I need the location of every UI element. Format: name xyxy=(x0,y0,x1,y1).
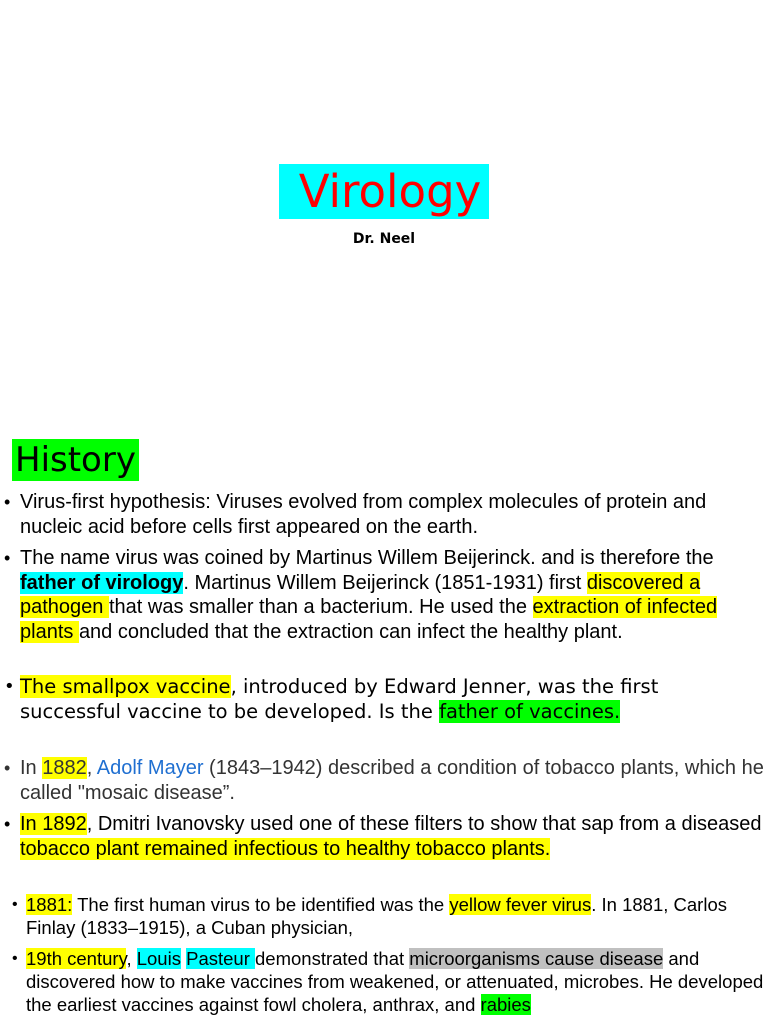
bullet-dot-icon: • xyxy=(4,676,15,697)
bullet-1881 xyxy=(12,893,766,939)
highlight-father-of-vaccines: father of vaccines. xyxy=(439,699,621,723)
bullet-virus-first xyxy=(4,490,765,539)
bullet-dot-icon: • xyxy=(4,758,11,778)
bullet-text: , Dmitri Ivanovsky used one of these filters to show that sap from a diseased xyxy=(86,813,762,835)
title-slide xyxy=(0,0,768,384)
bullet-text: (1843–1942) described a condition of tobacco plants, which he called "mosaic disease”. xyxy=(20,757,764,804)
highlight-yellow-fever: yellow fever virus xyxy=(449,894,592,915)
bullet-mayer xyxy=(4,756,765,805)
bullet-text: The name virus was coined by Martinus Willem Beijerinck. and is therefore the xyxy=(20,547,714,569)
history-slide xyxy=(0,384,768,1024)
bullet-dot-icon: • xyxy=(4,548,11,568)
bullet-ivanovsky xyxy=(4,812,765,861)
highlight-smallpox-vaccine: The smallpox vaccine xyxy=(20,675,231,698)
highlight-19th-century: 19th century xyxy=(26,948,127,969)
bullet-text: . Martinus Willem Beijerinck (1851-1931) first xyxy=(183,571,587,594)
highlight-louis: Louis xyxy=(136,948,181,969)
bullet-text: demonstrated that xyxy=(255,948,410,969)
highlight-1882: 1882 xyxy=(42,757,87,779)
highlight-microorganisms: microorganisms cause disease xyxy=(409,948,664,969)
highlight-rabies: rabies xyxy=(480,994,531,1015)
bullet-dot-icon: • xyxy=(12,950,18,967)
highlight-in-1892: In 1892 xyxy=(20,813,87,835)
highlight-father-of-virology: father of virology xyxy=(20,571,184,594)
bullet-dot-icon: • xyxy=(12,896,18,913)
highlight-1881: 1881: xyxy=(26,894,73,915)
bullet-text: that was smaller than a bacterium. He used the xyxy=(108,596,533,618)
bullet-text: In xyxy=(20,757,43,779)
adolf-mayer-link[interactable]: Adolf Mayer xyxy=(96,757,204,779)
slide-subtitle: Dr. Neel xyxy=(352,231,416,247)
bullet-text: Virus-first hypothesis: Viruses evolved from complex molecules of protein and nucleic acid before cells first appeared on the earth. xyxy=(20,491,707,538)
bullet-dot-icon: • xyxy=(4,492,11,512)
bullet-text: The first human virus to be identified was the xyxy=(72,894,450,915)
bullet-pasteur xyxy=(12,947,766,1016)
bullet-text: . In 1881, Carlos Finlay (1833–1915), a Cuban physician, xyxy=(26,894,727,938)
highlight-tobacco-plant: tobacco plant remained infectious to healthy tobacco plants. xyxy=(20,837,551,860)
bullet-text: , introduced by Edward Jenner, was the first successful vaccine to be developed. Is the xyxy=(20,675,659,723)
bullet-smallpox xyxy=(4,675,765,724)
bullet-text: , xyxy=(126,948,137,969)
highlight-pasteur: Pasteur xyxy=(186,948,256,969)
bullet-dot-icon: • xyxy=(4,814,11,834)
title-box xyxy=(279,164,489,219)
slide-title: Virology xyxy=(298,165,482,218)
highlight-discovered-pathogen: discovered a pathogen xyxy=(20,571,701,618)
bullet-text: and discovered how to make vaccines from weakened, or attenuated, microbes. He developed the earliest vaccines against fowl cholera, anthrax, and xyxy=(26,948,764,1015)
history-heading: History xyxy=(12,439,139,481)
highlight-extraction: extraction of infected plants xyxy=(20,596,718,643)
bullet-text: and concluded that the extraction can infect the healthy plant. xyxy=(78,620,623,643)
bullet-beijerinck xyxy=(4,546,765,644)
bullet-text: , xyxy=(86,757,97,779)
